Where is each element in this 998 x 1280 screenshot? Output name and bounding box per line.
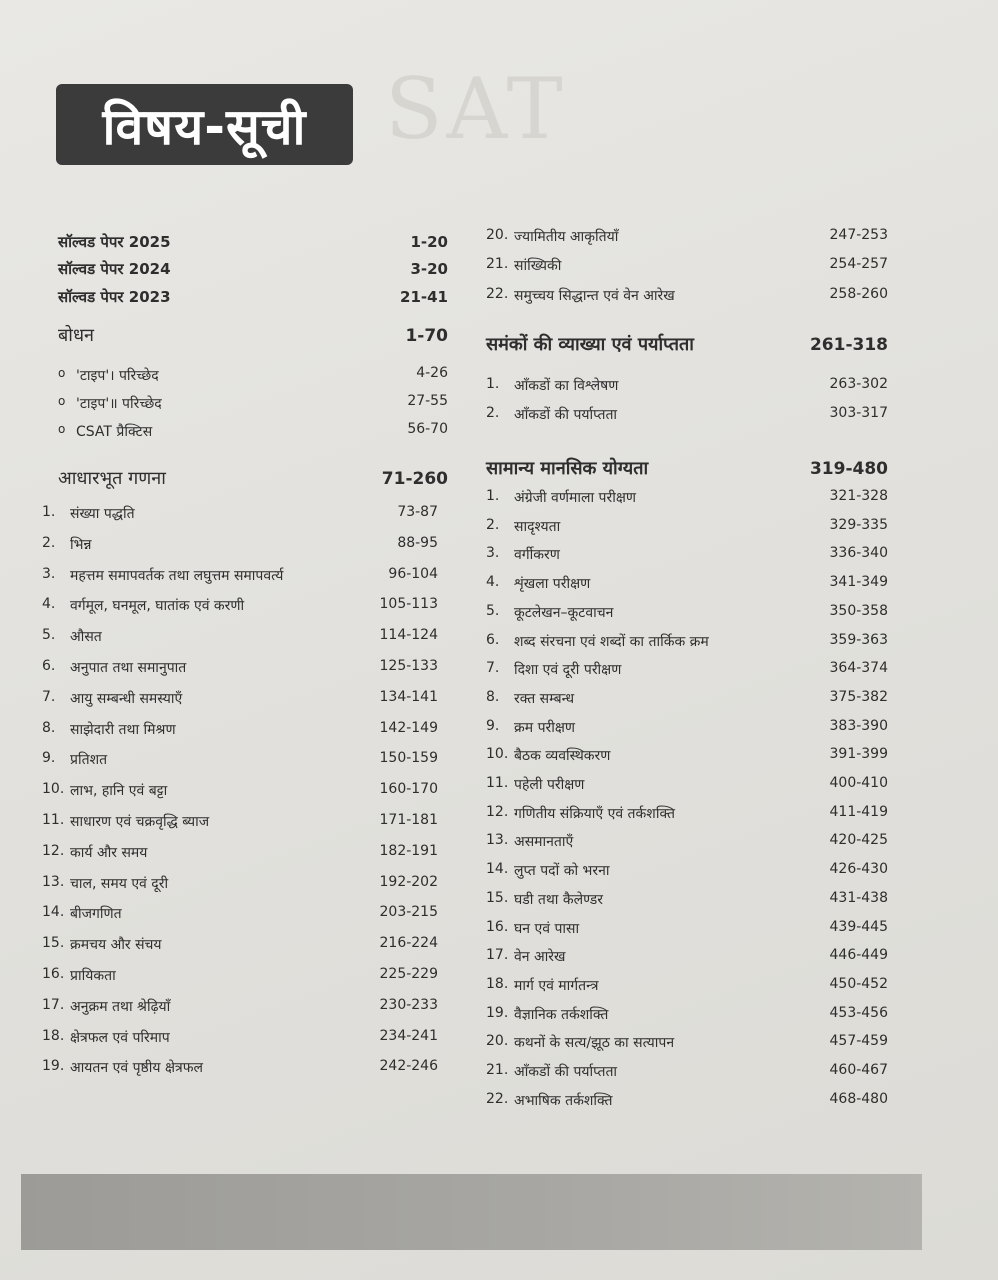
toc-entry [486,256,888,275]
entry-pages: 73-87 [397,504,438,520]
entry-label [42,874,168,893]
entry-label [42,720,176,739]
entry-number: 16. [486,918,509,935]
entry-number: 20. [486,227,509,243]
toc-entry [486,376,888,395]
title-banner [56,84,353,165]
entry-number: 21. [486,1062,509,1078]
entry-title: बीजगणित [70,906,122,923]
toc-entry [42,843,438,862]
entry-pages: 411-419 [829,803,888,820]
entry-title: समंकों की व्याख्या एवं पर्याप्तता [486,334,694,355]
entry-label [486,545,560,564]
entry-title: दिशा एवं दूरी परीक्षण [514,662,622,679]
entry-label [486,488,636,507]
entry-label [486,832,573,851]
entry-number: 16. [42,966,65,982]
entry-pages: 1-20 [410,233,448,251]
entry-label [486,947,566,966]
entry-label [486,919,579,938]
toc-entry [486,1033,888,1052]
toc-entry [486,488,888,507]
entry-number: 6. [42,658,56,674]
entry-title: शृंखला परीक्षण [514,576,591,593]
entry-pages: 134-141 [379,688,438,705]
entry-pages: 4-26 [416,365,448,381]
toc-entry [42,689,438,708]
toc-entry [42,535,438,554]
entry-title: सॉल्वड पेपर 2025 [58,233,171,251]
entry-title: वर्गीकरण [514,547,560,564]
toc-entry [42,750,438,769]
entry-title: वेन आरेख [514,949,566,966]
entry-number: 5. [486,602,500,619]
entry-pages: 303-317 [829,405,888,421]
entry-number: 10. [486,746,509,763]
entry-pages: 319-480 [809,459,888,479]
toc-entry [58,393,448,413]
entry-pages: 203-215 [379,904,438,921]
entry-title: कथनों के सत्य/झूठ का सत्यापन [514,1035,675,1052]
entry-label [58,287,171,307]
entry-number: 8. [486,688,500,705]
entry-number: 1. [486,376,500,392]
entry-number: 18. [42,1027,65,1044]
entry-title: वर्गमूल, घनमूल, घातांक एवं करणी [70,598,245,615]
toc-entry [42,1028,438,1047]
entry-title: प्रायिकता [70,968,116,984]
toc-entry [486,660,888,679]
entry-label [58,323,94,347]
entry-title: प्रतिशत [70,752,108,769]
toc-entry [486,227,888,246]
entry-label [58,422,152,441]
entry-title: अनुक्रम तथा श्रेढ़ियाँ [70,998,171,1015]
entry-label [42,689,182,708]
entry-pages: 160-170 [379,781,438,798]
entry-label [486,718,575,737]
toc-entry [486,603,888,622]
toc-entry [486,890,888,909]
entry-number: 1. [42,504,56,520]
toc-entry [486,689,888,708]
entry-number: 14. [486,861,509,878]
toc-entry [42,720,438,739]
entry-label [486,1062,617,1081]
entry-label [486,1091,612,1110]
entry-pages: 247-253 [829,227,888,243]
entry-label [42,966,116,985]
entry-label [486,976,598,995]
entry-number: 19. [42,1058,65,1075]
entry-number: 14. [42,904,65,921]
toc-entry [42,812,438,831]
entry-number: 8. [42,719,56,736]
entry-pages: 182-191 [379,842,438,859]
entry-pages: 142-149 [379,719,438,736]
footer-bar [21,1174,922,1250]
toc-entry [486,919,888,938]
entry-title: क्रमचय और संचय [70,937,162,954]
entry-pages: 150-159 [379,750,438,767]
entry-pages: 439-445 [829,918,888,935]
toc-entry [42,935,438,954]
entry-number: 9. [42,750,56,767]
toc-entry [42,658,438,677]
toc-entry [42,596,438,615]
entry-number: 19. [486,1004,509,1021]
entry-title: कार्य और समय [70,844,148,861]
entry-pages: 234-241 [379,1027,438,1044]
entry-title: आँकडों की पर्याप्तता [514,407,618,423]
toc-entry [486,832,888,851]
entry-title: समुच्चय सिद्धान्त एवं वेन आरेख [514,288,675,304]
page-title: विषय-सूची [102,97,307,156]
entry-pages: 27-55 [407,393,448,409]
entry-number: 20. [486,1033,509,1050]
entry-label [486,1005,608,1024]
entry-number: 21. [486,256,509,272]
toc-entry [486,718,888,737]
entry-number: 22. [486,1090,509,1107]
entry-label [486,517,560,536]
entry-label [486,227,618,246]
entry-number: 11. [486,775,509,791]
toc-entry [42,781,438,800]
entry-title: शब्द संरचना एवं शब्दों का तार्किक क्रम [514,633,709,650]
section-heading [486,456,888,480]
toc-entry [42,566,438,585]
entry-label [486,861,610,880]
entry-pages: 391-399 [829,746,888,763]
entry-pages: 242-246 [379,1058,438,1075]
watermark-text: SAT [385,60,567,158]
entry-number: 4. [486,574,500,591]
entry-pages: 114-124 [379,627,438,644]
entry-pages: 426-430 [829,861,888,878]
toc-entry [58,421,448,441]
entry-pages: 453-456 [829,1004,888,1021]
entry-title: कूटलेखन–कूटवाचन [514,604,614,621]
entry-label [486,376,618,395]
entry-number: 15. [486,889,509,906]
entry-title: साधारण एवं चक्रवृद्धि ब्याज [70,814,210,830]
entry-title: अंग्रेजी वर्णमाला परीक्षण [514,490,636,506]
entry-title: महत्तम समापवर्तक तथा लघुत्तम समापवर्त्य [70,567,284,584]
entry-pages: 258-260 [829,286,888,302]
entry-pages: 225-229 [379,966,438,982]
entry-title: अभाषिक तर्कशक्ति [514,1092,613,1109]
entry-label [42,1028,170,1047]
entry-label [486,775,584,794]
entry-label [486,256,561,275]
entry-label [42,843,147,862]
entry-pages: 71-260 [381,469,448,489]
entry-label [42,781,167,800]
entry-label [58,466,166,490]
entry-label [42,904,122,923]
entry-title: आँकडों का विश्लेषण [514,378,619,394]
entry-number: 2. [486,516,500,533]
entry-label [42,1058,203,1077]
toc-entry [42,627,438,646]
section-heading [486,332,888,356]
entry-pages: 350-358 [829,602,888,619]
entry-label [486,456,648,480]
toc-entry [486,574,888,593]
entry-number: 15. [42,935,65,952]
entry-label [486,405,617,424]
toc-entry [486,405,888,424]
entry-label [42,935,162,954]
solved-paper-row [58,287,448,307]
entry-label [42,627,102,646]
entry-label [42,812,209,831]
entry-label [42,750,107,769]
entry-title: औसत [70,629,102,646]
entry-label [486,574,590,593]
entry-pages: 21-41 [400,288,448,306]
toc-entry [42,504,438,523]
entry-label [486,603,613,622]
entry-pages: 3-20 [410,260,448,278]
entry-title: रक्त सम्बन्ध [514,690,575,707]
solved-paper-row [58,259,448,279]
toc-entry [486,947,888,966]
entry-title: क्षेत्रफल एवं परिमाप [70,1029,170,1046]
entry-pages: 457-459 [829,1033,888,1050]
entry-pages: 383-390 [829,717,888,734]
entry-pages: 254-257 [829,256,888,272]
entry-title: बैठक व्यवस्थिकरण [514,748,611,765]
entry-pages: 263-302 [829,376,888,392]
entry-title: o 'टाइप'। परिच्छेद [76,368,159,384]
entry-pages: 171-181 [379,812,438,828]
entry-number: 11. [42,812,65,828]
entry-label [42,997,170,1016]
toc-entry [486,545,888,564]
entry-label [486,332,694,356]
entry-title: चाल, समय एवं दूरी [70,875,169,892]
entry-pages: 460-467 [829,1062,888,1078]
entry-title: आयतन एवं पृष्ठीय क्षेत्रफल [70,1060,204,1077]
toc-entry [42,997,438,1016]
entry-number: 10. [42,781,65,798]
entry-title: बोधन [58,325,94,346]
entry-title: घन एवं पासा [514,920,580,937]
entry-pages: 336-340 [829,545,888,562]
toc-entry [58,365,448,385]
toc-entry [486,775,888,794]
entry-pages: 446-449 [829,947,888,964]
entry-title: आँकडों की पर्याप्तता [514,1064,618,1080]
entry-number: 12. [42,842,65,859]
entry-pages: 216-224 [379,935,438,952]
entry-title: मार्ग एवं मार्गतन्त्र [514,977,599,994]
entry-number: 1. [486,488,500,504]
entry-number: 17. [486,947,509,964]
toc-entry [486,1091,888,1110]
entry-label [42,566,283,585]
entry-pages: 230-233 [379,996,438,1013]
entry-number: 7. [486,660,500,677]
entry-number: 3. [486,545,500,562]
entry-label [486,660,621,679]
entry-title: सादृश्यता [514,518,561,535]
toc-entry [486,1062,888,1081]
entry-label [42,535,91,554]
entry-label [486,804,675,823]
entry-title: असमानताएँ [514,834,574,851]
entry-label [486,632,709,651]
entry-title: वैज्ञानिक तर्कशक्ति [514,1006,609,1023]
entry-pages: 321-328 [829,488,888,504]
entry-number: 12. [486,803,509,820]
entry-title: सॉल्वड पेपर 2023 [58,288,171,306]
entry-pages: 431-438 [829,889,888,906]
entry-pages: 125-133 [379,658,438,674]
entry-pages: 420-425 [829,832,888,849]
entry-pages: 96-104 [388,565,438,582]
entry-number: 5. [42,627,56,644]
entry-pages: 1-70 [405,326,448,346]
entry-title: आयु सम्बन्धी समस्याएँ [70,690,183,707]
entry-pages: 400-410 [829,775,888,791]
entry-title: क्रम परीक्षण [514,719,576,736]
entry-title: लाभ, हानि एवं बट्टा [70,783,168,800]
entry-pages: 375-382 [829,688,888,705]
entry-label [486,746,610,765]
entry-title: संख्या पद्धति [70,506,135,522]
entry-title: सांख्यिकी [514,258,562,274]
entry-label [42,658,186,677]
entry-number: 13. [42,873,65,890]
entry-pages: 261-318 [809,335,888,355]
toc-entry [42,874,438,893]
toc-entry [42,1058,438,1077]
entry-label [58,394,162,413]
entry-pages: 105-113 [379,596,438,613]
entry-title: आधारभूत गणना [58,468,166,489]
entry-number: 2. [486,405,500,421]
entry-number: 4. [42,596,56,613]
entry-title: लुप्त पदों को भरना [514,863,610,880]
entry-label [42,504,135,523]
entry-title: सॉल्वड पेपर 2024 [58,260,171,278]
entry-number: 9. [486,717,500,734]
entry-number: 2. [42,534,56,551]
entry-pages: 329-335 [829,516,888,533]
toc-entry [486,746,888,765]
entry-number: 22. [486,286,509,302]
entry-pages: 88-95 [397,534,438,551]
entry-title: o 'टाइप'॥ परिच्छेद [76,396,162,412]
toc-entry [486,632,888,651]
toc-entry [486,517,888,536]
entry-pages: 364-374 [829,660,888,677]
toc-entry [486,1005,888,1024]
section-heading [58,323,448,347]
toc-entry [486,286,888,305]
entry-title: साझेदारी तथा मिश्रण [70,721,176,738]
entry-title: सामान्य मानसिक योग्यता [486,458,649,479]
entry-pages: 468-480 [829,1090,888,1107]
toc-entry [486,804,888,823]
entry-title: पहेली परीक्षण [514,777,585,793]
entry-pages: 192-202 [379,873,438,890]
entry-pages: 341-349 [829,574,888,591]
entry-number: 7. [42,688,56,705]
entry-pages: 56-70 [407,421,448,437]
entry-title: o CSAT प्रैक्टिस [76,424,153,440]
entry-number: 3. [42,565,56,582]
entry-label [486,1033,674,1052]
entry-pages: 450-452 [829,975,888,992]
entry-title: अनुपात तथा समानुपात [70,660,187,676]
entry-title: घडी तथा कैलेण्डर [514,891,603,908]
toc-entry [486,861,888,880]
toc-entry [42,966,438,985]
solved-paper-row [58,232,448,252]
toc-entry [486,976,888,995]
entry-number: 6. [486,631,500,648]
toc-entry [42,904,438,923]
entry-label [58,366,159,385]
entry-pages: 359-363 [829,631,888,648]
entry-title: भिन्न [70,536,92,553]
entry-label [58,232,171,252]
entry-number: 17. [42,996,65,1013]
entry-label [486,689,574,708]
section-heading [58,466,448,490]
entry-title: गणितीय संक्रियाएँ एवं तर्कशक्ति [514,805,675,822]
entry-label [58,259,171,279]
entry-title: ज्यामितीय आकृतियाँ [514,229,619,245]
entry-label [486,286,675,305]
entry-label [42,596,244,615]
entry-number: 13. [486,832,509,849]
entry-number: 18. [486,975,509,992]
entry-label [486,890,603,909]
